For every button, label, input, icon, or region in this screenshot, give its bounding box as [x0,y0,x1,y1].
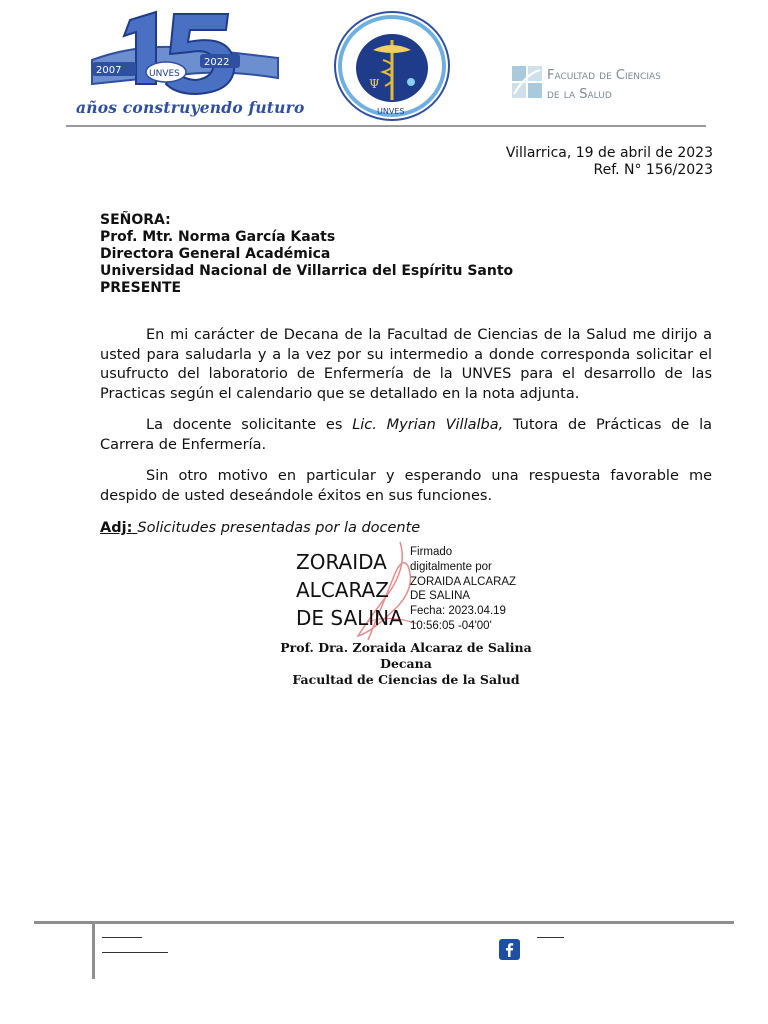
faculty-logo-mark-icon [510,64,544,100]
svg-text:Ψ: Ψ [369,77,380,91]
facebook-icon[interactable] [499,939,520,960]
addressee-institution: Universidad Nacional de Villarrica del Espíritu Santo [100,263,514,279]
digital-line-6: 10:56:05 -04'00' [410,619,492,632]
signature-name [296,548,403,632]
logo-end-year: 2022 [204,57,230,68]
footer-vertical-divider [92,924,95,979]
teacher-name: Lic. Myrian Villalba, [352,417,504,433]
digital-line-4: DE SALINA [410,590,471,603]
letter-ref: Ref. N° 156/2023 [593,162,713,178]
paragraph-teacher-role: Tutora de Prácticas de la Carrera de Enfermería. [100,417,712,453]
digital-line-3: ZORAIDA ALCARAZ [410,575,517,588]
signer-name: Prof. Dra. Zoraida Alcaraz de Salina [280,640,532,655]
signer-title: Decana [380,656,432,671]
seal-brand: UNVES [377,107,405,116]
footer-divider [34,921,734,924]
attachment-label: Adj: [100,520,138,536]
digital-line-1: Firmado [410,546,453,558]
faculty-logo-line1: Facultad de Ciencias [547,68,661,83]
digital-signature-details [410,545,516,634]
paragraph-closing: Sin otro motivo en particular y esperando una respuesta favorable me despido de usted deseándole éxitos en sus funciones. [100,468,712,504]
faculty-logo [510,64,700,104]
attachment-text: Solicitudes presentadas por la docente [137,520,421,536]
addressee-block [100,212,513,297]
footer-line [537,937,564,938]
date-ref-block [506,145,713,179]
footer-line [102,952,168,953]
paragraph-teacher-intro: La docente solicitante es [146,417,353,433]
signature-name-line3: DE SALINA [296,606,403,630]
digital-line-2: digitalmente por [410,560,492,573]
addressee-salutation: SEÑORA: [100,212,171,228]
faculty-logo-line2: de la Salud [547,87,612,102]
signature-caption [256,640,556,688]
tagline: años construyendo futuro [76,98,305,117]
letter-date: Villarrica, 19 de abril de 2023 [505,145,713,161]
signer-faculty: Facultad de Ciencias de la Salud [292,672,520,687]
addressee-presente: PRESENTE [100,280,182,296]
addressee-position: Directora General Académica [100,246,331,262]
paragraph-request: En mi carácter de Decana de la Facultad de Ciencias de la Salud me dirijo a usted para saludarla y a la vez por su intermedio a donde corresponda solicitar el usufructo del laboratorio de Enfermería de la UNVES para el desarrollo de las Practicas según el calendario que se detallado en la nota adjunta. [100,327,712,402]
addressee-name: Prof. Mtr. Norma García Kaats [100,229,336,245]
paragraph-teacher [100,416,712,455]
signature-name-line1: ZORAIDA [296,550,387,574]
signature-name-line2: ALCARAZ [296,578,389,602]
footer-line [102,937,142,938]
faculty-seal [333,10,451,122]
logo-start-year: 2007 [96,65,122,76]
logo-brand: UNVES [149,69,180,79]
header-divider [66,125,706,127]
digital-line-5: Fecha: 2023.04.19 [410,605,506,618]
